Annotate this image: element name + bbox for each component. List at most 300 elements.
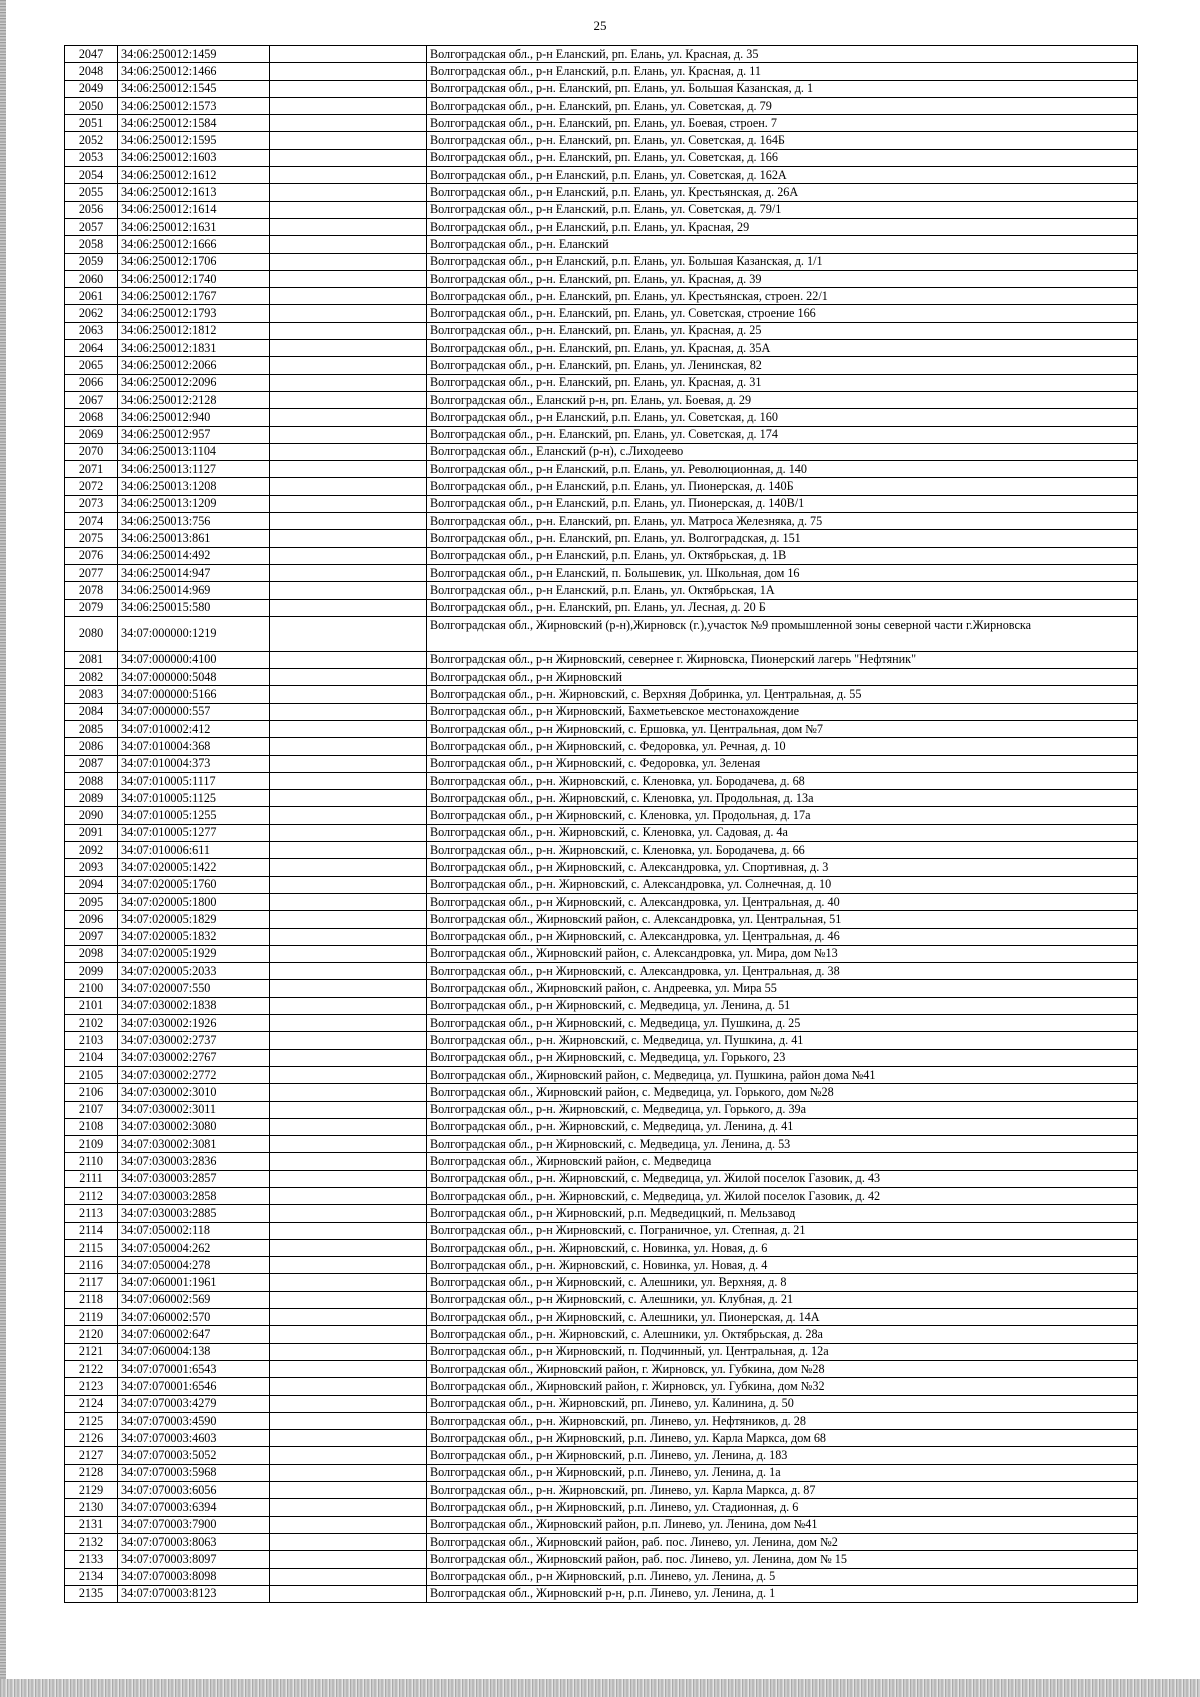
empty-cell [270, 859, 427, 876]
empty-cell [270, 1551, 427, 1568]
row-number-cell: 2064 [65, 340, 118, 357]
table-row [65, 201, 1138, 218]
address-cell: Волгоградская обл., р-н. Жирновский, с. Александровка, ул. Солнечная, д. 10 [427, 876, 1138, 893]
address-cell: Волгоградская обл., Жирновский район, с. Медведица, ул. Горького, дом №28 [427, 1084, 1138, 1101]
cadastral-number-cell: 34:06:250014:969 [118, 582, 270, 599]
address-cell: Волгоградская обл., р-н. Еланский, рп. Елань, ул. Советская, д. 79 [427, 97, 1138, 114]
row-number-cell: 2126 [65, 1430, 118, 1447]
cadastral-number-cell: 34:07:000000:557 [118, 703, 270, 720]
row-number-cell: 2065 [65, 357, 118, 374]
address-cell: Волгоградская обл., Жирновский р-н, р.п. Линево, ул. Ленина, д. 1 [427, 1585, 1138, 1602]
empty-cell [270, 132, 427, 149]
cadastral-number-cell: 34:06:250012:1812 [118, 322, 270, 339]
row-number-cell: 2086 [65, 738, 118, 755]
address-cell: Волгоградская обл., р-н Жирновский, с. Александровка, ул. Центральная, д. 46 [427, 928, 1138, 945]
empty-cell [270, 426, 427, 443]
empty-cell [270, 980, 427, 997]
address-cell: Волгоградская обл., р-н. Жирновский, с. Медведица, ул. Ленина, д. 41 [427, 1118, 1138, 1135]
cadastral-number-cell: 34:06:250012:2096 [118, 374, 270, 391]
row-number-cell: 2073 [65, 495, 118, 512]
cadastral-number-cell: 34:06:250012:1573 [118, 97, 270, 114]
scan-edge-bottom [0, 1679, 1200, 1697]
table-row [65, 1101, 1138, 1118]
table-row [65, 1153, 1138, 1170]
empty-cell [270, 755, 427, 772]
row-number-cell: 2125 [65, 1412, 118, 1429]
table-row [65, 686, 1138, 703]
address-cell: Волгоградская обл., Жирновский район, г. Жирновск, ул. Губкина, дом №32 [427, 1378, 1138, 1395]
table-row [65, 184, 1138, 201]
cadastral-number-cell: 34:06:250015:580 [118, 599, 270, 616]
row-number-cell: 2082 [65, 669, 118, 686]
empty-cell [270, 1430, 427, 1447]
table-row [65, 703, 1138, 720]
address-cell: Волгоградская обл., р-н Жирновский, с. Медведица, ул. Ленина, д. 53 [427, 1136, 1138, 1153]
table-row [65, 478, 1138, 495]
row-number-cell: 2075 [65, 530, 118, 547]
empty-cell [270, 1274, 427, 1291]
empty-cell [270, 97, 427, 114]
row-number-cell: 2102 [65, 1015, 118, 1032]
address-cell: Волгоградская обл., р-н Жирновский, с. Пограничное, ул. Степная, д. 21 [427, 1222, 1138, 1239]
cadastral-number-cell: 34:07:010004:373 [118, 755, 270, 772]
row-number-cell: 2070 [65, 443, 118, 460]
cadastral-number-cell: 34:06:250013:1209 [118, 495, 270, 512]
address-cell: Волгоградская обл., Жирновский район, с. Медведица [427, 1153, 1138, 1170]
empty-cell [270, 1378, 427, 1395]
address-cell: Волгоградская обл., р-н Жирновский, р.п. Медведицкий, п. Мельзавод [427, 1205, 1138, 1222]
address-cell: Волгоградская обл., р-н Жирновский, р.п. Линево, ул. Карла Маркса, дом 68 [427, 1430, 1138, 1447]
address-cell: Волгоградская обл., р-н. Жирновский, с. Медведица, ул. Горького, д. 39а [427, 1101, 1138, 1118]
address-cell: Волгоградская обл., р-н Еланский, р.п. Елань, ул. Советская, д. 160 [427, 409, 1138, 426]
address-cell: Волгоградская обл., р-н. Еланский, рп. Елань, ул. Советская, д. 174 [427, 426, 1138, 443]
cadastral-number-cell: 34:07:030003:2858 [118, 1188, 270, 1205]
empty-cell [270, 963, 427, 980]
empty-cell [270, 288, 427, 305]
table-row [65, 80, 1138, 97]
empty-cell [270, 184, 427, 201]
table-row [65, 63, 1138, 80]
table-row [65, 1239, 1138, 1256]
empty-cell [270, 218, 427, 235]
row-number-cell: 2101 [65, 997, 118, 1014]
empty-cell [270, 1464, 427, 1481]
address-cell: Волгоградская обл., р-н. Жирновский, с. Кленовка, ул. Бородачева, д. 66 [427, 842, 1138, 859]
empty-cell [270, 893, 427, 910]
table-row [65, 513, 1138, 530]
address-cell: Волгоградская обл., р-н. Еланский, рп. Елань, ул. Большая Казанская, д. 1 [427, 80, 1138, 97]
table-row [65, 1066, 1138, 1083]
row-number-cell: 2113 [65, 1205, 118, 1222]
row-number-cell: 2060 [65, 270, 118, 287]
table-row [65, 1378, 1138, 1395]
row-number-cell: 2135 [65, 1585, 118, 1602]
row-number-cell: 2131 [65, 1516, 118, 1533]
address-cell: Волгоградская обл., р-н Жирновский, с. Федоровка, ул. Зеленая [427, 755, 1138, 772]
table-row [65, 599, 1138, 616]
cadastral-number-cell: 34:07:020005:1760 [118, 876, 270, 893]
empty-cell [270, 1309, 427, 1326]
table-row [65, 1032, 1138, 1049]
table-row [65, 391, 1138, 408]
cadastral-number-cell: 34:07:060002:569 [118, 1291, 270, 1308]
row-number-cell: 2063 [65, 322, 118, 339]
table-row [65, 669, 1138, 686]
cadastral-number-cell: 34:07:070003:8098 [118, 1568, 270, 1585]
address-cell: Волгоградская обл., Жирновский район, г. Жирновск, ул. Губкина, дом №28 [427, 1360, 1138, 1377]
row-number-cell: 2127 [65, 1447, 118, 1464]
address-cell: Волгоградская обл., р-н Жирновский, с. Медведица, ул. Ленина, д. 51 [427, 997, 1138, 1014]
table-row [65, 1170, 1138, 1187]
cadastral-number-cell: 34:06:250013:756 [118, 513, 270, 530]
row-number-cell: 2118 [65, 1291, 118, 1308]
empty-cell [270, 1257, 427, 1274]
row-number-cell: 2051 [65, 115, 118, 132]
address-cell: Волгоградская обл., р-н Еланский, р.п. Елань, ул. Октябрьская, д. 1В [427, 547, 1138, 564]
cadastral-number-cell: 34:07:070003:4590 [118, 1412, 270, 1429]
row-number-cell: 2134 [65, 1568, 118, 1585]
cadastral-number-cell: 34:07:060002:647 [118, 1326, 270, 1343]
empty-cell [270, 1136, 427, 1153]
table-row [65, 945, 1138, 962]
empty-cell [270, 443, 427, 460]
row-number-cell: 2095 [65, 893, 118, 910]
address-cell: Волгоградская обл., р-н Жирновский [427, 669, 1138, 686]
table-row [65, 893, 1138, 910]
address-cell: Волгоградская обл., Жирновский район, с. Александровка, ул. Центральная, 51 [427, 911, 1138, 928]
cadastral-number-cell: 34:07:070003:8097 [118, 1551, 270, 1568]
address-cell: Волгоградская обл., р-н Еланский, р.п. Елань, ул. Пионерская, д. 140Б [427, 478, 1138, 495]
row-number-cell: 2092 [65, 842, 118, 859]
row-number-cell: 2133 [65, 1551, 118, 1568]
row-number-cell: 2097 [65, 928, 118, 945]
empty-cell [270, 1360, 427, 1377]
cadastral-number-cell: 34:06:250013:861 [118, 530, 270, 547]
table-row [65, 1395, 1138, 1412]
address-cell: Волгоградская обл., Еланский (р-н), с.Лиходеево [427, 443, 1138, 460]
empty-cell [270, 842, 427, 859]
cadastral-number-cell: 34:07:030003:2885 [118, 1205, 270, 1222]
row-number-cell: 2058 [65, 236, 118, 253]
row-number-cell: 2090 [65, 807, 118, 824]
row-number-cell: 2106 [65, 1084, 118, 1101]
address-cell: Волгоградская обл., р-н Жирновский, с. Александровка, ул. Спортивная, д. 3 [427, 859, 1138, 876]
table-row [65, 911, 1138, 928]
cadastral-number-cell: 34:07:010004:368 [118, 738, 270, 755]
cadastral-number-cell: 34:07:070001:6543 [118, 1360, 270, 1377]
address-cell: Волгоградская обл., р-н. Жирновский, с. Медведица, ул. Жилой поселок Газовик, д. 42 [427, 1188, 1138, 1205]
cadastral-number-cell: 34:07:070003:7900 [118, 1516, 270, 1533]
empty-cell [270, 1412, 427, 1429]
table-row [65, 443, 1138, 460]
row-number-cell: 2057 [65, 218, 118, 235]
empty-cell [270, 669, 427, 686]
row-number-cell: 2089 [65, 790, 118, 807]
row-number-cell: 2123 [65, 1378, 118, 1395]
empty-cell [270, 1343, 427, 1360]
table-row [65, 582, 1138, 599]
row-number-cell: 2047 [65, 46, 118, 63]
row-number-cell: 2129 [65, 1482, 118, 1499]
address-cell: Волгоградская обл., р-н Жирновский, с. Кленовка, ул. Продольная, д. 17а [427, 807, 1138, 824]
address-cell: Волгоградская обл., р-н Жирновский, р.п. Линево, ул. Ленина, д. 183 [427, 1447, 1138, 1464]
address-cell: Волгоградская обл., р-н. Жирновский, с. Кленовка, ул. Бородачева, д. 68 [427, 772, 1138, 789]
table-row [65, 340, 1138, 357]
cadastral-number-cell: 34:07:030002:2737 [118, 1032, 270, 1049]
cadastral-number-cell: 34:07:070003:4603 [118, 1430, 270, 1447]
row-number-cell: 2078 [65, 582, 118, 599]
empty-cell [270, 1066, 427, 1083]
row-number-cell: 2099 [65, 963, 118, 980]
address-cell: Волгоградская обл., р-н Жирновский, севернее г. Жирновска, Пионерский лагерь "Нефтяник" [427, 651, 1138, 668]
cadastral-number-cell: 34:06:250012:1545 [118, 80, 270, 97]
cadastral-number-cell: 34:07:070003:8063 [118, 1533, 270, 1550]
table-row [65, 253, 1138, 270]
cadastral-number-cell: 34:06:250012:957 [118, 426, 270, 443]
table-row [65, 1118, 1138, 1135]
address-cell: Волгоградская обл., Жирновский (р-н),Жирновск (г.),участок №9 промышленной зоны северной части г.Жирновска [427, 616, 1138, 651]
empty-cell [270, 1101, 427, 1118]
cadastral-number-cell: 34:07:010005:1277 [118, 824, 270, 841]
table-row [65, 1222, 1138, 1239]
table-row [65, 1084, 1138, 1101]
cadastral-number-cell: 34:07:020005:1422 [118, 859, 270, 876]
empty-cell [270, 1153, 427, 1170]
table-row [65, 1309, 1138, 1326]
cadastral-number-cell: 34:07:070003:6394 [118, 1499, 270, 1516]
row-number-cell: 2050 [65, 97, 118, 114]
cadastral-number-cell: 34:07:030002:3080 [118, 1118, 270, 1135]
empty-cell [270, 167, 427, 184]
row-number-cell: 2132 [65, 1533, 118, 1550]
address-cell: Волгоградская обл., р-н. Еланский, рп. Елань, ул. Лесная, д. 20 Б [427, 599, 1138, 616]
table-row [65, 997, 1138, 1014]
address-cell: Волгоградская обл., р-н. Жирновский, с. Кленовка, ул. Садовая, д. 4а [427, 824, 1138, 841]
table-row [65, 115, 1138, 132]
empty-cell [270, 340, 427, 357]
cadastral-number-cell: 34:06:250012:940 [118, 409, 270, 426]
empty-cell [270, 305, 427, 322]
cadastral-number-cell: 34:06:250013:1127 [118, 461, 270, 478]
row-number-cell: 2062 [65, 305, 118, 322]
empty-cell [270, 1568, 427, 1585]
cadastral-number-cell: 34:07:030002:2772 [118, 1066, 270, 1083]
address-cell: Волгоградская обл., р-н Жирновский, с. Ершовка, ул. Центральная, дом №7 [427, 720, 1138, 737]
row-number-cell: 2119 [65, 1309, 118, 1326]
table-row [65, 270, 1138, 287]
empty-cell [270, 876, 427, 893]
address-cell: Волгоградская обл., Жирновский район, с. Александровка, ул. Мира, дом №13 [427, 945, 1138, 962]
cadastral-number-cell: 34:07:070003:5052 [118, 1447, 270, 1464]
row-number-cell: 2055 [65, 184, 118, 201]
address-cell: Волгоградская обл., Жирновский район, раб. пос. Линево, ул. Ленина, дом № 15 [427, 1551, 1138, 1568]
row-number-cell: 2112 [65, 1188, 118, 1205]
empty-cell [270, 80, 427, 97]
address-cell: Волгоградская обл., р-н Жирновский, с. Алешники, ул. Пионерская, д. 14А [427, 1309, 1138, 1326]
table-row [65, 236, 1138, 253]
empty-cell [270, 530, 427, 547]
address-cell: Волгоградская обл., р-н Еланский, р.п. Елань, ул. Красная, 29 [427, 218, 1138, 235]
table-row [65, 1360, 1138, 1377]
row-number-cell: 2130 [65, 1499, 118, 1516]
address-cell: Волгоградская обл., р-н. Еланский [427, 236, 1138, 253]
row-number-cell: 2072 [65, 478, 118, 495]
row-number-cell: 2068 [65, 409, 118, 426]
row-number-cell: 2085 [65, 720, 118, 737]
table-row [65, 46, 1138, 63]
address-cell: Волгоградская обл., Жирновский район, с. Андреевка, ул. Мира 55 [427, 980, 1138, 997]
address-cell: Волгоградская обл., р-н Еланский, р.п. Елань, ул. Октябрьская, 1А [427, 582, 1138, 599]
row-number-cell: 2061 [65, 288, 118, 305]
cadastral-number-cell: 34:06:250012:1466 [118, 63, 270, 80]
empty-cell [270, 945, 427, 962]
empty-cell [270, 1533, 427, 1550]
table-row [65, 1049, 1138, 1066]
row-number-cell: 2117 [65, 1274, 118, 1291]
cadastral-number-cell: 34:07:060002:570 [118, 1309, 270, 1326]
cadastral-number-cell: 34:07:070003:6056 [118, 1482, 270, 1499]
empty-cell [270, 46, 427, 63]
empty-cell [270, 270, 427, 287]
empty-cell [270, 807, 427, 824]
cadastral-number-cell: 34:07:050004:262 [118, 1239, 270, 1256]
table-row [65, 1551, 1138, 1568]
cadastral-number-cell: 34:06:250014:492 [118, 547, 270, 564]
cadastral-number-cell: 34:06:250013:1208 [118, 478, 270, 495]
address-cell: Волгоградская обл., р-н. Жирновский, рп. Линево, ул. Карла Маркса, д. 87 [427, 1482, 1138, 1499]
address-cell: Волгоградская обл., Жирновский район, р.п. Линево, ул. Ленина, дом №41 [427, 1516, 1138, 1533]
address-cell: Волгоградская обл., р-н. Еланский, рп. Елань, ул. Красная, д. 25 [427, 322, 1138, 339]
row-number-cell: 2091 [65, 824, 118, 841]
empty-cell [270, 1015, 427, 1032]
empty-cell [270, 63, 427, 80]
cadastral-number-cell: 34:06:250014:947 [118, 564, 270, 581]
table-row [65, 1516, 1138, 1533]
table-row [65, 1326, 1138, 1343]
row-number-cell: 2066 [65, 374, 118, 391]
empty-cell [270, 720, 427, 737]
empty-cell [270, 115, 427, 132]
table-row [65, 772, 1138, 789]
row-number-cell: 2067 [65, 391, 118, 408]
table-row [65, 564, 1138, 581]
address-cell: Волгоградская обл., р-н Жирновский, с. Алешники, ул. Клубная, д. 21 [427, 1291, 1138, 1308]
row-number-cell: 2115 [65, 1239, 118, 1256]
address-cell: Волгоградская обл., р-н Жирновский, с. Медведица, ул. Горького, 23 [427, 1049, 1138, 1066]
empty-cell [270, 738, 427, 755]
empty-cell [270, 495, 427, 512]
empty-cell [270, 1188, 427, 1205]
empty-cell [270, 1326, 427, 1343]
table-row [65, 426, 1138, 443]
row-number-cell: 2116 [65, 1257, 118, 1274]
empty-cell [270, 409, 427, 426]
empty-cell [270, 374, 427, 391]
table-row [65, 357, 1138, 374]
table-row [65, 218, 1138, 235]
table-row [65, 928, 1138, 945]
empty-cell [270, 1118, 427, 1135]
empty-cell [270, 651, 427, 668]
address-cell: Волгоградская обл., р-н Еланский, р.п. Елань, ул. Советская, д. 162А [427, 167, 1138, 184]
address-cell: Волгоградская обл., р-н. Еланский, рп. Елань, ул. Красная, д. 39 [427, 270, 1138, 287]
address-cell: Волгоградская обл., р-н. Жирновский, с. Медведица, ул. Пушкина, д. 41 [427, 1032, 1138, 1049]
table-row [65, 859, 1138, 876]
address-cell: Волгоградская обл., Еланский р-н, рп. Елань, ул. Боевая, д. 29 [427, 391, 1138, 408]
cadastral-number-cell: 34:07:070003:5968 [118, 1464, 270, 1481]
table-row [65, 963, 1138, 980]
row-number-cell: 2114 [65, 1222, 118, 1239]
table-row [65, 980, 1138, 997]
address-cell: Волгоградская обл., р-н. Жирновский, с. Новинка, ул. Новая, д. 4 [427, 1257, 1138, 1274]
address-cell: Волгоградская обл., р-н Жирновский, Бахметьевское местонахождение [427, 703, 1138, 720]
empty-cell [270, 1032, 427, 1049]
address-cell: Волгоградская обл., р-н Жирновский, с. Александровка, ул. Центральная, д. 38 [427, 963, 1138, 980]
row-number-cell: 2080 [65, 616, 118, 651]
address-cell: Волгоградская обл., р-н Жирновский, с. Медведица, ул. Пушкина, д. 25 [427, 1015, 1138, 1032]
cadastral-number-cell: 34:06:250012:1793 [118, 305, 270, 322]
cadastral-number-cell: 34:07:020005:2033 [118, 963, 270, 980]
row-number-cell: 2077 [65, 564, 118, 581]
row-number-cell: 2059 [65, 253, 118, 270]
cadastral-number-cell: 34:07:060001:1961 [118, 1274, 270, 1291]
row-number-cell: 2094 [65, 876, 118, 893]
table-row [65, 807, 1138, 824]
address-cell: Волгоградская обл., р-н Жирновский, с. Алешники, ул. Верхняя, д. 8 [427, 1274, 1138, 1291]
row-number-cell: 2069 [65, 426, 118, 443]
address-cell: Волгоградская обл., р-н. Еланский, рп. Елань, ул. Красная, д. 31 [427, 374, 1138, 391]
cadastral-number-cell: 34:07:030002:1926 [118, 1015, 270, 1032]
cadastral-number-cell: 34:06:250012:1631 [118, 218, 270, 235]
cadastral-number-cell: 34:07:030003:2857 [118, 1170, 270, 1187]
empty-cell [270, 790, 427, 807]
table-row [65, 842, 1138, 859]
empty-cell [270, 616, 427, 651]
cadastral-number-cell: 34:07:010002:412 [118, 720, 270, 737]
address-cell: Волгоградская обл., р-н. Жирновский, рп. Линево, ул. Нефтяников, д. 28 [427, 1412, 1138, 1429]
row-number-cell: 2076 [65, 547, 118, 564]
address-cell: Волгоградская обл., р-н. Еланский, рп. Елань, ул. Красная, д. 35А [427, 340, 1138, 357]
cadastral-number-cell: 34:06:250012:1613 [118, 184, 270, 201]
row-number-cell: 2083 [65, 686, 118, 703]
row-number-cell: 2074 [65, 513, 118, 530]
address-cell: Волгоградская обл., р-н Жирновский, п. Подчинный, ул. Центральная, д. 12а [427, 1343, 1138, 1360]
row-number-cell: 2122 [65, 1360, 118, 1377]
address-cell: Волгоградская обл., р-н Жирновский, с. Александровка, ул. Центральная, д. 40 [427, 893, 1138, 910]
table-row [65, 530, 1138, 547]
row-number-cell: 2120 [65, 1326, 118, 1343]
cadastral-number-cell: 34:07:030002:2767 [118, 1049, 270, 1066]
table-row [65, 409, 1138, 426]
cadastral-number-cell: 34:06:250012:1614 [118, 201, 270, 218]
empty-cell [270, 1239, 427, 1256]
row-number-cell: 2048 [65, 63, 118, 80]
cadastral-number-cell: 34:06:250012:1603 [118, 149, 270, 166]
row-number-cell: 2121 [65, 1343, 118, 1360]
cadastral-number-cell: 34:07:020005:1832 [118, 928, 270, 945]
address-cell: Волгоградская обл., р-н. Жирновский, с. Кленовка, ул. Продольная, д. 13а [427, 790, 1138, 807]
cadastral-number-cell: 34:07:030002:3011 [118, 1101, 270, 1118]
address-cell: Волгоградская обл., р-н. Жирновский, с. Медведица, ул. Жилой поселок Газовик, д. 43 [427, 1170, 1138, 1187]
row-number-cell: 2100 [65, 980, 118, 997]
row-number-cell: 2081 [65, 651, 118, 668]
empty-cell [270, 1447, 427, 1464]
empty-cell [270, 149, 427, 166]
address-cell: Волгоградская обл., р-н. Еланский, рп. Елань, ул. Волгоградская, д. 151 [427, 530, 1138, 547]
address-cell: Волгоградская обл., р-н Жирновский, с. Федоровка, ул. Речная, д. 10 [427, 738, 1138, 755]
cadastral-number-cell: 34:07:000000:4100 [118, 651, 270, 668]
table-row [65, 1499, 1138, 1516]
